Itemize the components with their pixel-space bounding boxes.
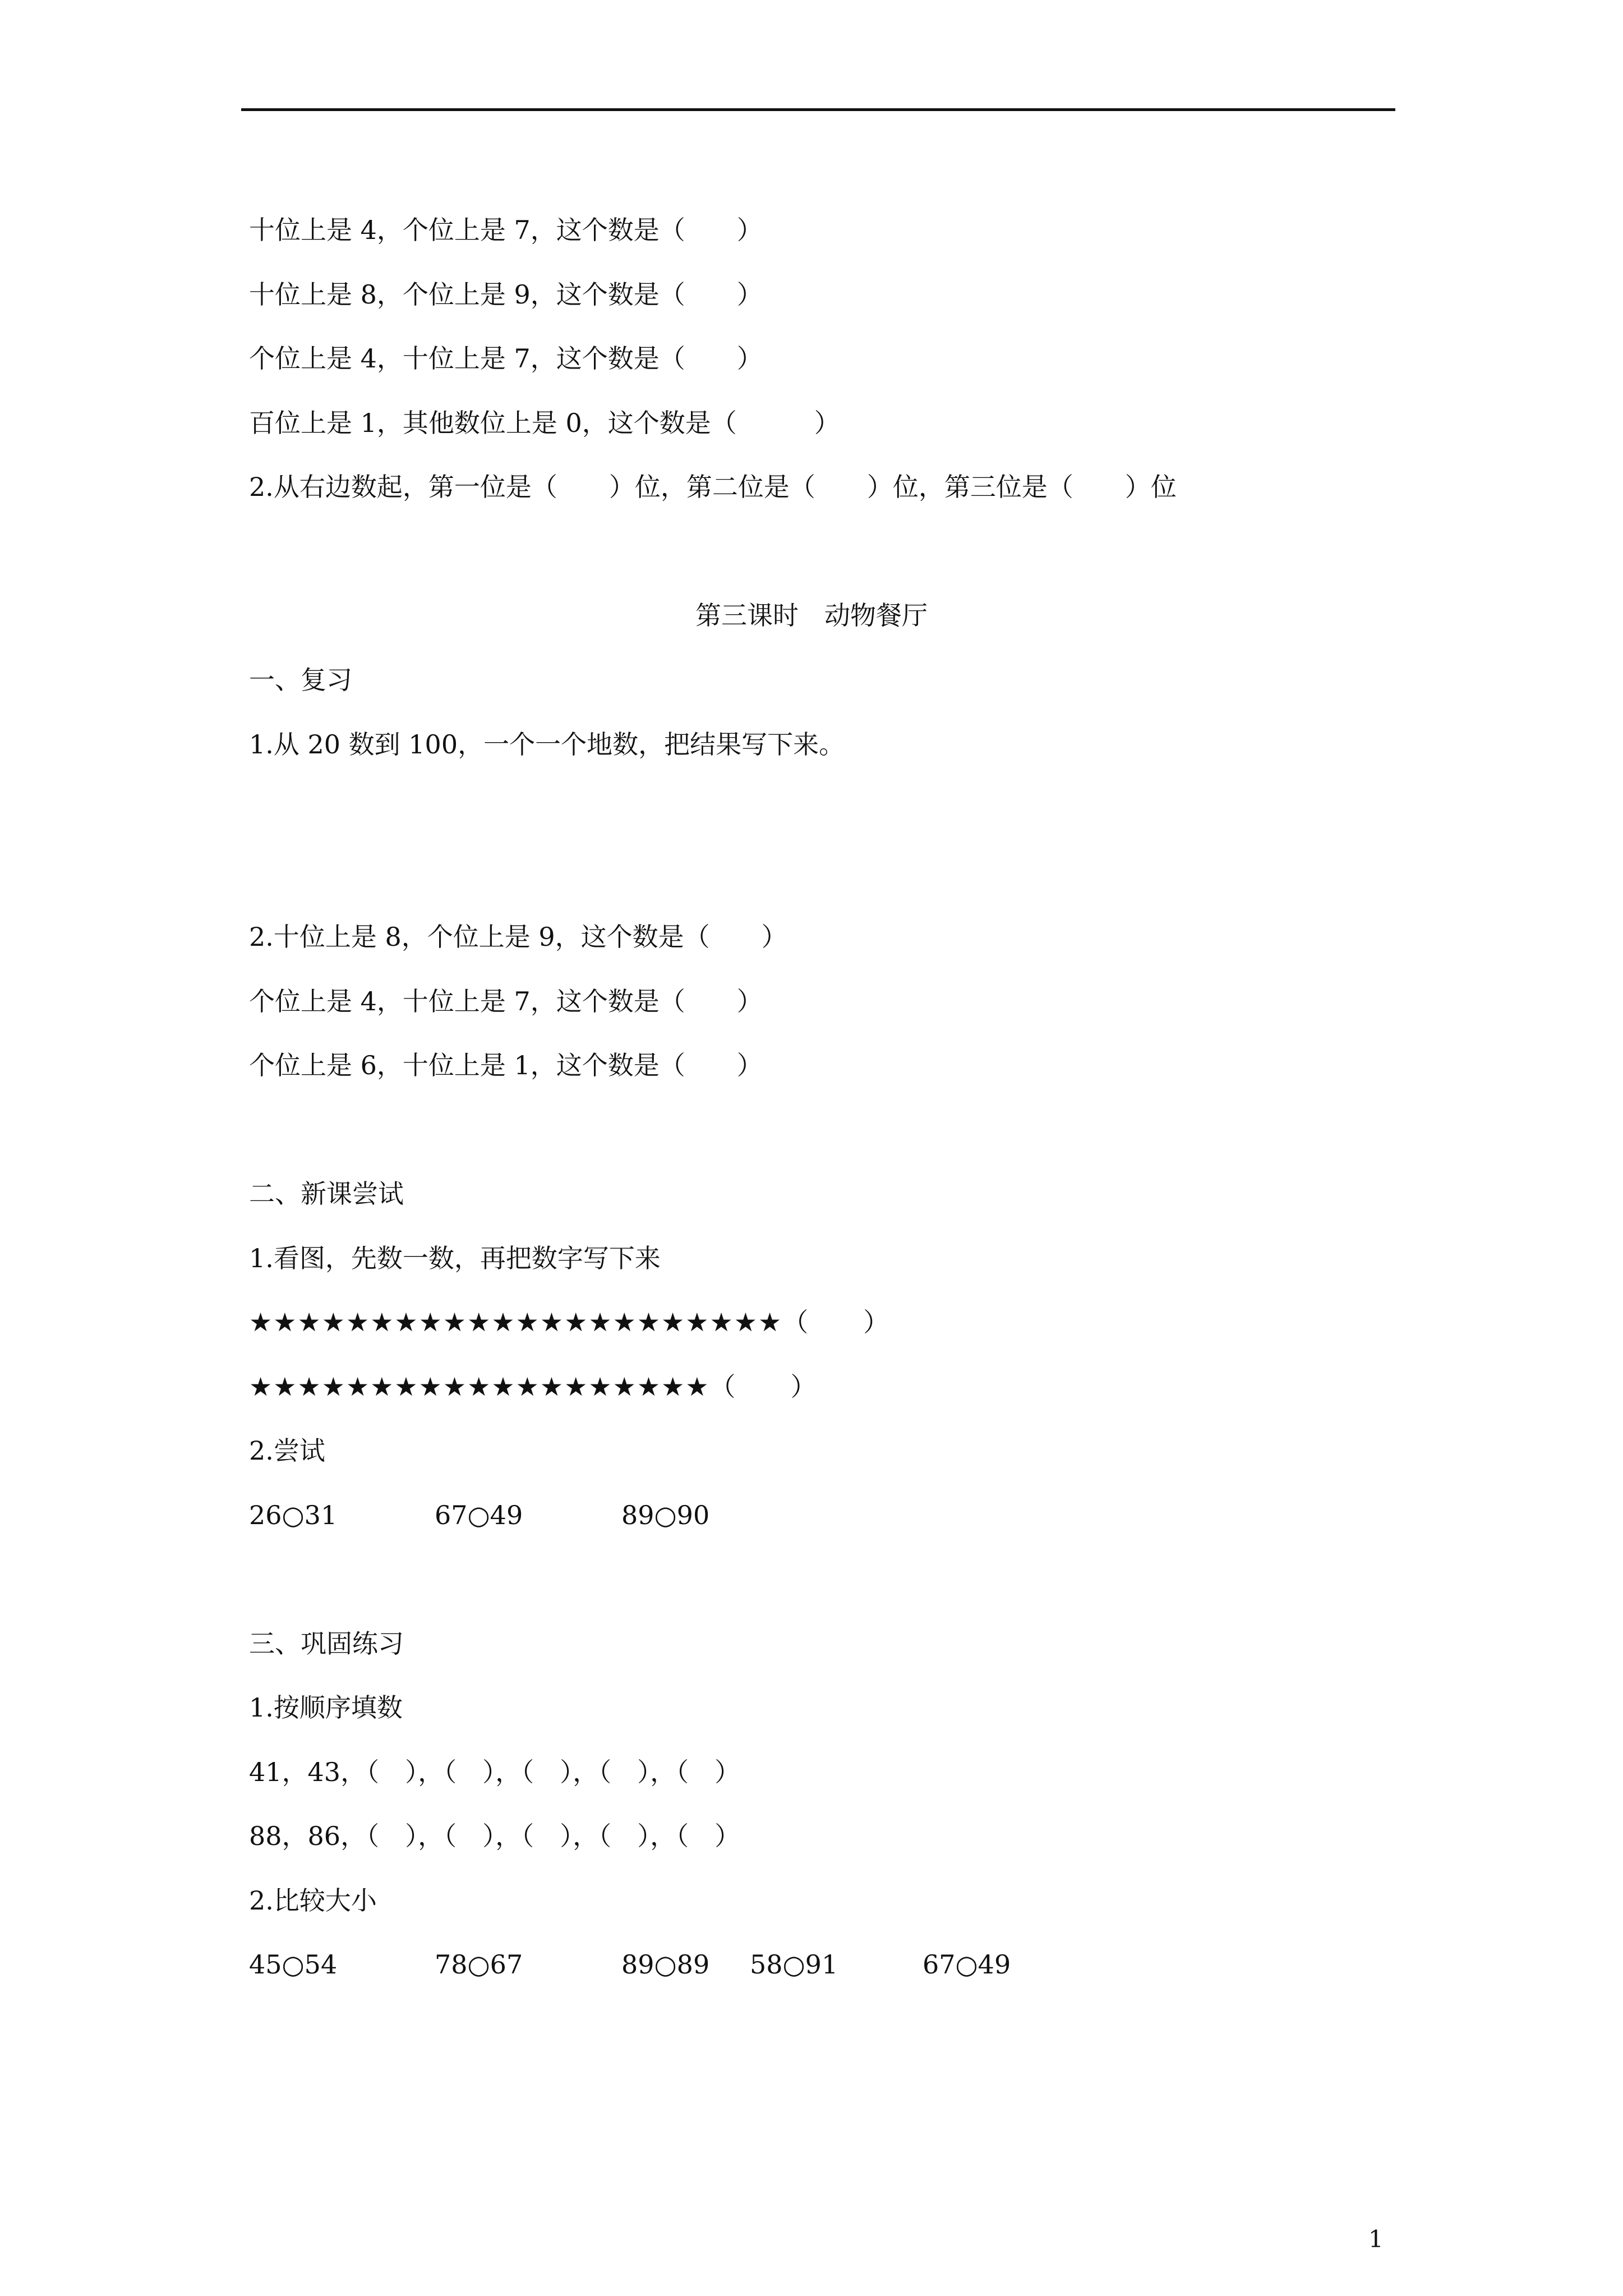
new-lesson-heading: 二、新课尝试 xyxy=(249,1179,404,1209)
practice-q2: 2.比较大小 xyxy=(249,1885,377,1916)
page-number: 1 xyxy=(1368,2225,1384,2253)
compare-item: 26○31 xyxy=(249,1500,338,1530)
digit-position-question: 2.从右边数起，第一位是（ ）位，第二位是（ ）位，第三位是（ ）位 xyxy=(249,472,1177,502)
compare-item: 89○90 xyxy=(621,1500,710,1530)
review-q2-item-3: 个位上是 6，十位上是 1，这个数是（ ） xyxy=(249,1050,763,1080)
review-heading: 一、复习 xyxy=(249,665,352,695)
compare-item: 67○49 xyxy=(435,1500,523,1530)
new-lesson-q1: 1.看图，先数一数，再把数字写下来 xyxy=(249,1243,661,1273)
practice-q1: 1.按顺序填数 xyxy=(249,1692,403,1723)
compare-item: 67○49 xyxy=(923,1949,1011,1980)
review-q2-item-1: 2.十位上是 8，个位上是 9，这个数是（ ） xyxy=(249,922,787,952)
compare-item: 78○67 xyxy=(435,1949,523,1980)
sequence-row-1: 41，43，（ ），（ ），（ ），（ ），（ ） xyxy=(249,1757,741,1787)
header-rule xyxy=(241,108,1395,111)
compare-item: 89○89 xyxy=(621,1949,710,1980)
lesson-title: 第三课时 动物餐厅 xyxy=(695,600,928,631)
stars-row-1: ★★★★★★★★★★★★★★★★★★★★★★（ ） xyxy=(249,1307,891,1337)
new-lesson-q2: 2.尝试 xyxy=(249,1435,325,1466)
stars-row-2: ★★★★★★★★★★★★★★★★★★★（ ） xyxy=(249,1372,818,1402)
practice-heading: 三、巩固练习 xyxy=(249,1628,404,1659)
section-a-item-1: 十位上是 4，个位上是 7，这个数是（ ） xyxy=(249,215,763,245)
section-a-item-2: 十位上是 8，个位上是 9，这个数是（ ） xyxy=(249,279,763,310)
section-a-item-3: 个位上是 4，十位上是 7，这个数是（ ） xyxy=(249,343,763,374)
compare-item: 58○91 xyxy=(750,1949,838,1980)
review-q2-item-2: 个位上是 4，十位上是 7，这个数是（ ） xyxy=(249,986,763,1016)
sequence-row-2: 88，86，（ ），（ ），（ ），（ ），（ ） xyxy=(249,1821,741,1851)
compare-item: 45○54 xyxy=(249,1949,338,1980)
review-q1: 1.从 20 数到 100，一个一个地数，把结果写下来。 xyxy=(249,729,845,760)
section-a-item-4: 百位上是 1，其他数位上是 0，这个数是（ ） xyxy=(249,408,840,438)
